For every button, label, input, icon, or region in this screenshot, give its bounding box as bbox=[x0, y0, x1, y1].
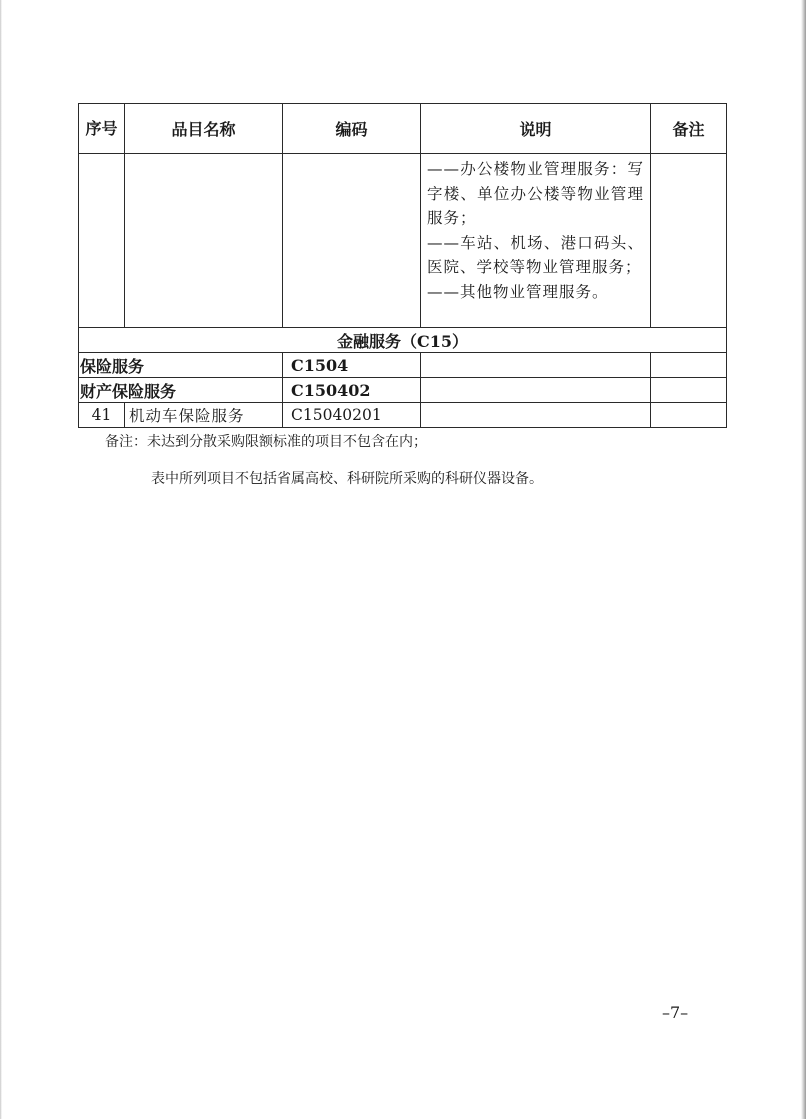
section-row bbox=[79, 328, 727, 353]
cell-remark-empty bbox=[651, 378, 727, 403]
subcategory-row bbox=[79, 378, 727, 403]
item-description bbox=[421, 403, 651, 428]
cell-remark-empty bbox=[651, 353, 727, 378]
table-row-continued bbox=[79, 154, 727, 328]
table-row bbox=[79, 403, 727, 428]
description-line: ——其他物业管理服务。 bbox=[427, 282, 609, 301]
cell-remark-empty bbox=[651, 154, 727, 328]
subcategory-row bbox=[79, 353, 727, 378]
header-code: 编码 bbox=[283, 104, 421, 154]
cell-description-empty bbox=[421, 353, 651, 378]
header-description: 说明 bbox=[421, 104, 651, 154]
item-seq: 41 bbox=[79, 403, 125, 428]
page-number: –7– bbox=[662, 1003, 689, 1022]
item-name: 机动车保险服务 bbox=[125, 403, 283, 428]
item-code: C15040201 bbox=[283, 403, 421, 428]
header-name: 品目名称 bbox=[125, 104, 283, 154]
subcategory-code: C1504 bbox=[283, 353, 421, 378]
scan-shadow-right bbox=[801, 0, 806, 1119]
subcategory-name: 财产保险服务 bbox=[79, 378, 283, 403]
cell-name-empty bbox=[125, 154, 283, 328]
section-title: 金融服务（C15） bbox=[79, 328, 727, 353]
description-line: ——办公楼物业管理服务：写字楼、单位办公楼等物业管理服务； bbox=[427, 160, 644, 227]
subcategory-name: 保险服务 bbox=[79, 353, 283, 378]
subcategory-code: C150402 bbox=[283, 378, 421, 403]
cell-description-empty bbox=[421, 378, 651, 403]
cell-description-continued bbox=[421, 154, 651, 328]
header-seq: 序号 bbox=[79, 104, 125, 154]
description-line: ——车站、机场、港口码头、医院、学校等物业管理服务； bbox=[427, 233, 644, 276]
cell-seq-empty bbox=[79, 154, 125, 328]
procurement-catalog-table bbox=[78, 103, 727, 428]
header-remark: 备注 bbox=[651, 104, 727, 154]
table-header-row bbox=[79, 104, 727, 154]
item-remark bbox=[651, 403, 727, 428]
cell-code-empty bbox=[283, 154, 421, 328]
footnote-line: 备注：未达到分散采购限额标准的项目不包含在内； bbox=[105, 434, 427, 450]
footnote-line: 表中所列项目不包括省属高校、科研院所采购的科研仪器设备。 bbox=[151, 471, 543, 487]
scan-shadow-left bbox=[0, 0, 2, 1119]
